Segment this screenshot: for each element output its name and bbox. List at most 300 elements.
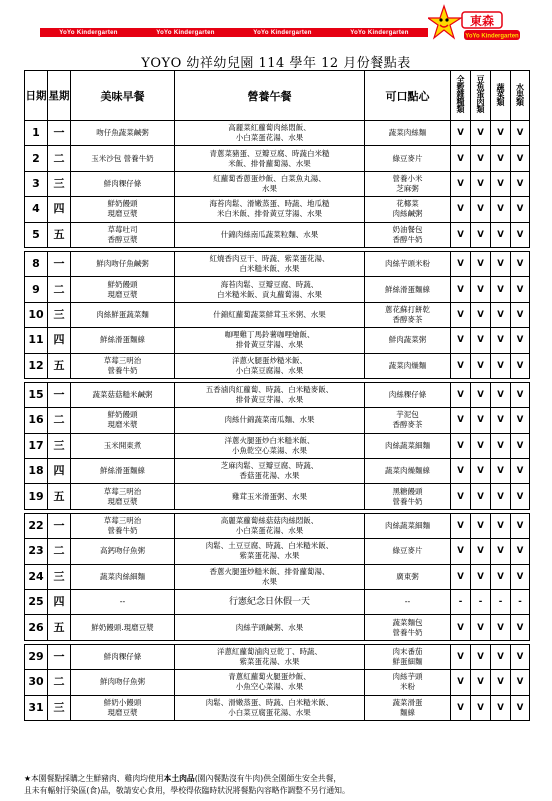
cell-line: 芝麻粥 [396, 183, 419, 193]
food-group-check: V [471, 146, 491, 171]
cell-line: 排骨黃豆芽湯、水果 [235, 395, 304, 405]
cell-line: 鮮絲滑蛋麵線 [100, 335, 145, 345]
breakfast-cell [71, 382, 175, 407]
cell-line: 小白菜蛋花湯、水果 [235, 133, 304, 143]
cell-line: 海苔肉鬆、豆瓣豆腐、時蔬、 [220, 279, 319, 289]
table-row [25, 484, 530, 509]
cell-line: 高麗菜蘿蔔絲菇菇肉絲悶飯、 [220, 516, 319, 526]
food-group-check: V [451, 251, 471, 276]
date-cell: 23 [25, 539, 48, 564]
food-group-check: V [491, 615, 511, 640]
food-group-check: V [491, 277, 511, 302]
weekday-cell: 一 [48, 251, 71, 276]
lunch-cell [175, 695, 365, 720]
food-group-check: V [451, 197, 471, 222]
date-cell: 24 [25, 564, 48, 589]
date-cell: 4 [25, 197, 48, 222]
cell-line: 蔬菜肉絲麵 [388, 128, 427, 138]
snack-cell [365, 539, 451, 564]
table-row [25, 513, 530, 538]
cell-line: 鮮肉吻仔魚鹹粥 [96, 259, 149, 269]
cell-line: 蔬菜肉燥麵線 [385, 466, 430, 476]
food-group-check: V [511, 302, 530, 327]
food-group-check: V [491, 197, 511, 222]
cell-line: 鮮絲滑蛋麵線 [385, 284, 430, 294]
table-row [25, 121, 530, 146]
food-group-check: V [471, 670, 491, 695]
logo-subtitle: YoYo Kindergarten [465, 33, 519, 40]
star-icon: ★ [24, 774, 31, 783]
cell-line: 香醇麥茶 [392, 420, 423, 430]
weekday-cell: 五 [48, 222, 71, 247]
food-group-check: V [491, 433, 511, 458]
cell-line: 肉絲蔬菜細麵 [385, 440, 430, 450]
food-group-check: V [491, 564, 511, 589]
breakfast-cell [71, 433, 175, 458]
breakfast-cell [71, 615, 175, 640]
breakfast-cell [71, 277, 175, 302]
cell-line: 草莓三明治 [103, 516, 142, 526]
breakfast-cell [71, 146, 175, 171]
table-row [25, 328, 530, 353]
cell-line: 肉絲芋頭鹹粥、水果 [235, 622, 304, 632]
lunch-cell [175, 670, 365, 695]
food-group-check: V [511, 251, 530, 276]
footnote-text-1: 本園餐點採購之生鮮豬肉、雞肉均使用 [31, 774, 164, 783]
snack-cell [365, 197, 451, 222]
cell-line: 營養牛奶 [392, 627, 423, 637]
cell-line: 鮮絲滑蛋麵線 [100, 466, 145, 476]
cell-line: 花椰菜 [396, 199, 419, 209]
snack-cell [365, 251, 451, 276]
header-protein: 豆魚蛋肉類 [471, 71, 491, 121]
food-group-check: V [471, 695, 491, 720]
lunch-cell [175, 222, 365, 247]
breakfast-cell [71, 328, 175, 353]
footnote-text-2: (園內餐點沒有牛肉)供全園師生安全共餐， [194, 774, 342, 783]
cell-line: 洋蔥火腿蛋炒糙米飯、 [232, 355, 307, 365]
food-group-check: V [451, 539, 471, 564]
snack-cell [365, 459, 451, 484]
weekday-cell: 五 [48, 353, 71, 378]
food-group-check: V [511, 197, 530, 222]
table-row [25, 644, 530, 669]
cell-line: 肉絲芋頭米粉 [385, 259, 430, 269]
date-cell: 25 [25, 590, 48, 615]
header-date: 日期 [25, 71, 48, 121]
food-group-check: V [471, 251, 491, 276]
food-group-check: V [471, 408, 491, 433]
weekday-cell: 一 [48, 644, 71, 669]
food-group-check: V [451, 484, 471, 509]
weekday-cell: 五 [48, 615, 71, 640]
table-row [25, 171, 530, 196]
header-vegetables: 蔬菜類 [491, 71, 511, 121]
food-group-check: V [471, 513, 491, 538]
cell-line: 現磨米漿 [107, 420, 138, 430]
breakfast-cell [71, 222, 175, 247]
lunch-cell [175, 539, 365, 564]
date-cell: 26 [25, 615, 48, 640]
lunch-cell [175, 251, 365, 276]
cell-line: 奶油餐包 [392, 224, 423, 234]
cell-line: 玉米開東煮 [103, 440, 142, 450]
breakfast-cell [71, 171, 175, 196]
brand-strip-text: YoYo Kindergarten [253, 29, 312, 36]
lunch-cell [175, 408, 365, 433]
cell-line: 肉絲鮮蛋蔬菜麵 [96, 309, 149, 319]
date-cell: 5 [25, 222, 48, 247]
food-group-check: V [451, 146, 471, 171]
table-row [25, 382, 530, 407]
cell-line: 小白菜蛋花湯、水果 [235, 526, 304, 536]
cell-line: 蔥花蘇打餅乾 [385, 304, 430, 314]
food-group-check: V [471, 353, 491, 378]
table-row [25, 459, 530, 484]
snack-cell [365, 408, 451, 433]
food-group-check: V [451, 408, 471, 433]
food-group-check: V [471, 459, 491, 484]
lunch-cell [175, 146, 365, 171]
header-grains: 全穀雜糧類 [451, 71, 471, 121]
weekday-cell: 一 [48, 121, 71, 146]
lunch-cell [175, 459, 365, 484]
lunch-cell [175, 197, 365, 222]
table-row [25, 251, 530, 276]
food-group-check: V [471, 433, 491, 458]
header-lunch: 營養午餐 [175, 71, 365, 121]
cell-line: 麵線 [400, 707, 415, 717]
weekday-cell: 二 [48, 670, 71, 695]
cell-line: 肉絲蔬菜細麵 [385, 521, 430, 531]
lunch-cell [175, 302, 365, 327]
lunch-cell [175, 513, 365, 538]
food-group-check: V [491, 328, 511, 353]
food-group-check: V [471, 277, 491, 302]
food-group-check: V [451, 459, 471, 484]
cell-line: 肉絲鹹粥 [392, 209, 423, 219]
food-group-check: V [491, 484, 511, 509]
cell-line: 紅蘿蔔香蔥蛋炒飯、白菜魚丸湯、 [213, 173, 326, 183]
food-group-check: - [491, 590, 511, 615]
food-group-check: - [511, 590, 530, 615]
food-group-check: V [451, 615, 471, 640]
table-row [25, 615, 530, 640]
food-group-check: V [511, 644, 530, 669]
cell-line: 洋蔥紅蘿蔔滷肉豆乾丁、時蔬、 [217, 647, 322, 656]
brand-strip [40, 28, 428, 37]
cell-line: 芝麻肉鬆、豆瓣豆腐、時蔬、 [220, 461, 319, 471]
food-group-check: V [471, 171, 491, 196]
header-week: 星期 [48, 71, 71, 121]
cell-line: 紫菜蛋花湯、水果 [239, 657, 300, 666]
cell-line: 現磨豆漿 [107, 707, 138, 717]
cell-line: 水果 [262, 183, 277, 193]
breakfast-cell [71, 302, 175, 327]
food-group-check: V [471, 382, 491, 407]
cell-line: 肉末番茄 [392, 647, 423, 656]
cell-line: 小魚乾空心菜湯、水果 [232, 445, 307, 455]
footnote [24, 773, 536, 797]
cell-line: 鮮肉蔬菜粥 [388, 335, 427, 345]
date-cell: 18 [25, 459, 48, 484]
snack-cell [365, 433, 451, 458]
cell-line: 肉鬆、土豆豆腐、時蔬、白米糙米飯、 [205, 541, 334, 551]
food-group-check: V [451, 564, 471, 589]
food-group-check: V [451, 513, 471, 538]
food-group-check: V [491, 459, 511, 484]
snack-cell [365, 670, 451, 695]
food-group-check: V [491, 251, 511, 276]
food-group-check: V [491, 222, 511, 247]
brand-strip-text: YoYo Kindergarten [59, 29, 118, 36]
table-row [25, 302, 530, 327]
cell-line: 白米糙米飯、貢丸蘿蔔湯、水果 [217, 289, 322, 299]
lunch-cell [175, 277, 365, 302]
food-group-check: V [471, 484, 491, 509]
cell-line: 香醇麥茶 [392, 314, 423, 324]
table-row [25, 564, 530, 589]
food-group-check: - [471, 590, 491, 615]
food-group-check: V [471, 222, 491, 247]
lunch-cell [175, 644, 365, 669]
table-row [25, 408, 530, 433]
weekday-cell: 二 [48, 408, 71, 433]
header-snack: 可口點心 [365, 71, 451, 121]
cell-line: 香蔥火腿蛋炒糙米飯、排骨蘿蔔湯、 [209, 566, 330, 576]
cell-line: 現磨豆漿 [107, 496, 138, 506]
cell-line: 肉鬆、滑嫩蒸蛋、時蔬、白米糙米飯、 [205, 697, 334, 707]
cell-line: 玉米沙包 營養牛奶 [91, 153, 154, 163]
food-group-check: V [511, 353, 530, 378]
meal-table [24, 70, 530, 721]
snack-cell [365, 121, 451, 146]
food-group-check: V [511, 222, 530, 247]
snack-cell [365, 146, 451, 171]
food-group-check: V [511, 277, 530, 302]
lunch-cell [175, 328, 365, 353]
food-group-check: V [451, 670, 471, 695]
food-group-check: V [511, 433, 530, 458]
breakfast-cell [71, 644, 175, 669]
food-group-check: V [511, 695, 530, 720]
lunch-cell [175, 171, 365, 196]
cell-line: 鮮奶小饅頭 [103, 697, 142, 707]
breakfast-cell [71, 564, 175, 589]
food-group-check: V [451, 171, 471, 196]
date-cell: 30 [25, 670, 48, 695]
cell-line: 高鈣吻仔魚粥 [100, 546, 145, 556]
cell-line: 鮮奶饅頭 [107, 199, 138, 209]
snack-cell [365, 328, 451, 353]
cell-line: 香菇蛋花湯、水果 [239, 471, 300, 481]
snack-cell [365, 513, 451, 538]
food-group-check: V [491, 644, 511, 669]
header-fruit: 水果類 [511, 71, 530, 121]
header-breakfast: 美味早餐 [71, 71, 175, 121]
breakfast-cell [71, 197, 175, 222]
brand-strip-text: YoYo Kindergarten [156, 29, 215, 36]
footnote-line-2: 且未有輻射汙染區(食)品，敬請安心食用，學校得依臨時狀況將餐點內容略作調整不另行通知。 [24, 786, 350, 795]
lunch-cell [175, 121, 365, 146]
cell-line: 草莓三明治 [103, 486, 142, 496]
table-header [25, 71, 530, 121]
table-row [25, 222, 530, 247]
cell-line: 蔬菜肉燥麵 [388, 360, 427, 370]
cell-line: 米飯、排骨蘿蔔湯、水果 [228, 158, 311, 168]
table-body [25, 121, 530, 721]
weekday-cell: 一 [48, 382, 71, 407]
table-row [25, 539, 530, 564]
food-group-check: V [511, 121, 530, 146]
weekday-cell: 三 [48, 433, 71, 458]
food-group-check: V [511, 408, 530, 433]
food-group-check: V [511, 328, 530, 353]
cell-line: 鮮奶饅頭.現磨豆漿 [91, 622, 154, 632]
cell-line: 草莓吐司 [107, 224, 138, 234]
food-group-check: V [511, 171, 530, 196]
date-cell: 29 [25, 644, 48, 669]
date-cell: 3 [25, 171, 48, 196]
lunch-cell [175, 353, 365, 378]
cell-line: 米粉 [400, 682, 415, 692]
date-cell: 9 [25, 277, 48, 302]
food-group-check: V [471, 197, 491, 222]
cell-line: 營養牛奶 [107, 526, 138, 536]
food-group-check: V [471, 615, 491, 640]
cell-line: 吻仔魚蔬菜鹹粥 [96, 128, 149, 138]
cell-line: 蔬菜菇菇糙米鹹粥 [92, 390, 153, 400]
food-group-check: V [451, 277, 471, 302]
lunch-cell [175, 484, 365, 509]
cell-line: 米白米飯、排骨黃豆芽湯、水果 [217, 209, 322, 219]
breakfast-cell [71, 484, 175, 509]
food-group-check: V [511, 670, 530, 695]
food-group-check: V [511, 513, 530, 538]
cell-line: -- [404, 597, 411, 607]
weekday-cell: 四 [48, 197, 71, 222]
food-group-check: V [451, 353, 471, 378]
food-group-check: V [451, 695, 471, 720]
food-group-check: V [451, 382, 471, 407]
date-cell: 17 [25, 433, 48, 458]
cell-line: 小魚空心菜湯、水果 [235, 682, 304, 692]
weekday-cell: 三 [48, 302, 71, 327]
cell-line: 黑糖饅頭 [392, 486, 423, 496]
cell-line: 雞茸玉米滑蛋粥、水果 [232, 491, 307, 501]
food-group-check: V [491, 382, 511, 407]
weekday-cell: 三 [48, 171, 71, 196]
cell-line: 高麗菜紅蘿蔔肉絲悶飯、 [228, 123, 311, 133]
footnote-bold: 本土肉品 [163, 774, 195, 783]
food-group-check: V [471, 564, 491, 589]
breakfast-cell [71, 539, 175, 564]
kindergarten-logo [428, 4, 524, 48]
table-row [25, 197, 530, 222]
lunch-cell [175, 590, 365, 615]
breakfast-cell [71, 353, 175, 378]
lunch-cell [175, 382, 365, 407]
breakfast-cell [71, 121, 175, 146]
breakfast-cell [71, 590, 175, 615]
snack-cell [365, 171, 451, 196]
cell-line: 肉絲什錦蔬菜南瓜麵、水果 [224, 415, 315, 425]
page-title: YOYO 幼祥幼兒園 114 學年 12 月份餐點表 [141, 56, 411, 71]
cell-line: 香醇豆漿 [107, 234, 138, 244]
snack-cell [365, 382, 451, 407]
weekday-cell: 五 [48, 484, 71, 509]
cell-line: -- [119, 597, 126, 607]
cell-line: 鮮奶饅頭 [107, 410, 138, 420]
date-cell: 31 [25, 695, 48, 720]
date-cell: 2 [25, 146, 48, 171]
date-cell: 11 [25, 328, 48, 353]
weekday-cell: 二 [48, 539, 71, 564]
cell-line: 白米糙米飯、水果 [239, 264, 300, 274]
cell-line: 咖哩雞丁馬鈴薯咖哩燴飯、 [224, 330, 315, 340]
date-cell: 1 [25, 121, 48, 146]
food-group-check: V [491, 670, 511, 695]
date-cell: 8 [25, 251, 48, 276]
cell-line: 小白菜豆腐蛋花湯、水果 [228, 707, 311, 717]
food-group-check: V [491, 121, 511, 146]
cell-line: 現磨豆漿 [107, 289, 138, 299]
cell-line: 綠豆麥片 [392, 153, 423, 163]
cell-line: 營養牛奶 [107, 365, 138, 375]
date-cell: 22 [25, 513, 48, 538]
breakfast-cell [71, 695, 175, 720]
breakfast-cell [71, 513, 175, 538]
food-group-check: V [511, 484, 530, 509]
food-group-check: V [451, 644, 471, 669]
cell-line: 紅燒香肉豆干、時蔬、紫菜蛋花湯、 [209, 254, 330, 264]
cell-line: 青蔥菜豬蛋、豆瓣豆腐、時蔬白米糙 [209, 148, 330, 158]
cell-line: 肉絲芋頭 [392, 672, 423, 682]
snack-cell [365, 590, 451, 615]
date-cell: 16 [25, 408, 48, 433]
cell-line: 什錦肉絲南瓜蔬菜粒麵、水果 [220, 229, 319, 239]
cell-line: 草莓三明治 [103, 355, 142, 365]
cell-line: 鮮肉吻仔魚粥 [100, 677, 145, 687]
food-group-check: V [511, 459, 530, 484]
food-group-check: V [491, 408, 511, 433]
cell-line: 蔬菜肉絲細麵 [100, 571, 145, 581]
star-logo-icon [428, 6, 461, 38]
weekday-cell: 二 [48, 146, 71, 171]
cell-line: 鮮奶饅頭 [107, 279, 138, 289]
food-group-check: V [491, 695, 511, 720]
breakfast-cell [71, 459, 175, 484]
food-group-check: V [511, 615, 530, 640]
cell-line: 肉絲粿仔條 [388, 390, 427, 400]
food-group-check: V [471, 328, 491, 353]
weekday-cell: 四 [48, 590, 71, 615]
breakfast-cell [71, 251, 175, 276]
weekday-cell: 三 [48, 695, 71, 720]
weekday-cell: 四 [48, 328, 71, 353]
food-group-check: V [471, 539, 491, 564]
food-group-check: V [471, 302, 491, 327]
food-group-check: V [491, 513, 511, 538]
cell-line: 什錦紅蘿蔔蔬菜鮮茸玉米粥、水果 [213, 309, 326, 319]
cell-line: 芋泥包 [396, 410, 419, 420]
date-cell: 10 [25, 302, 48, 327]
food-group-check: V [451, 302, 471, 327]
weekday-cell: 一 [48, 513, 71, 538]
table-row [25, 670, 530, 695]
cell-line: 水果 [262, 576, 277, 586]
cell-line: 營養牛奶 [392, 496, 423, 506]
